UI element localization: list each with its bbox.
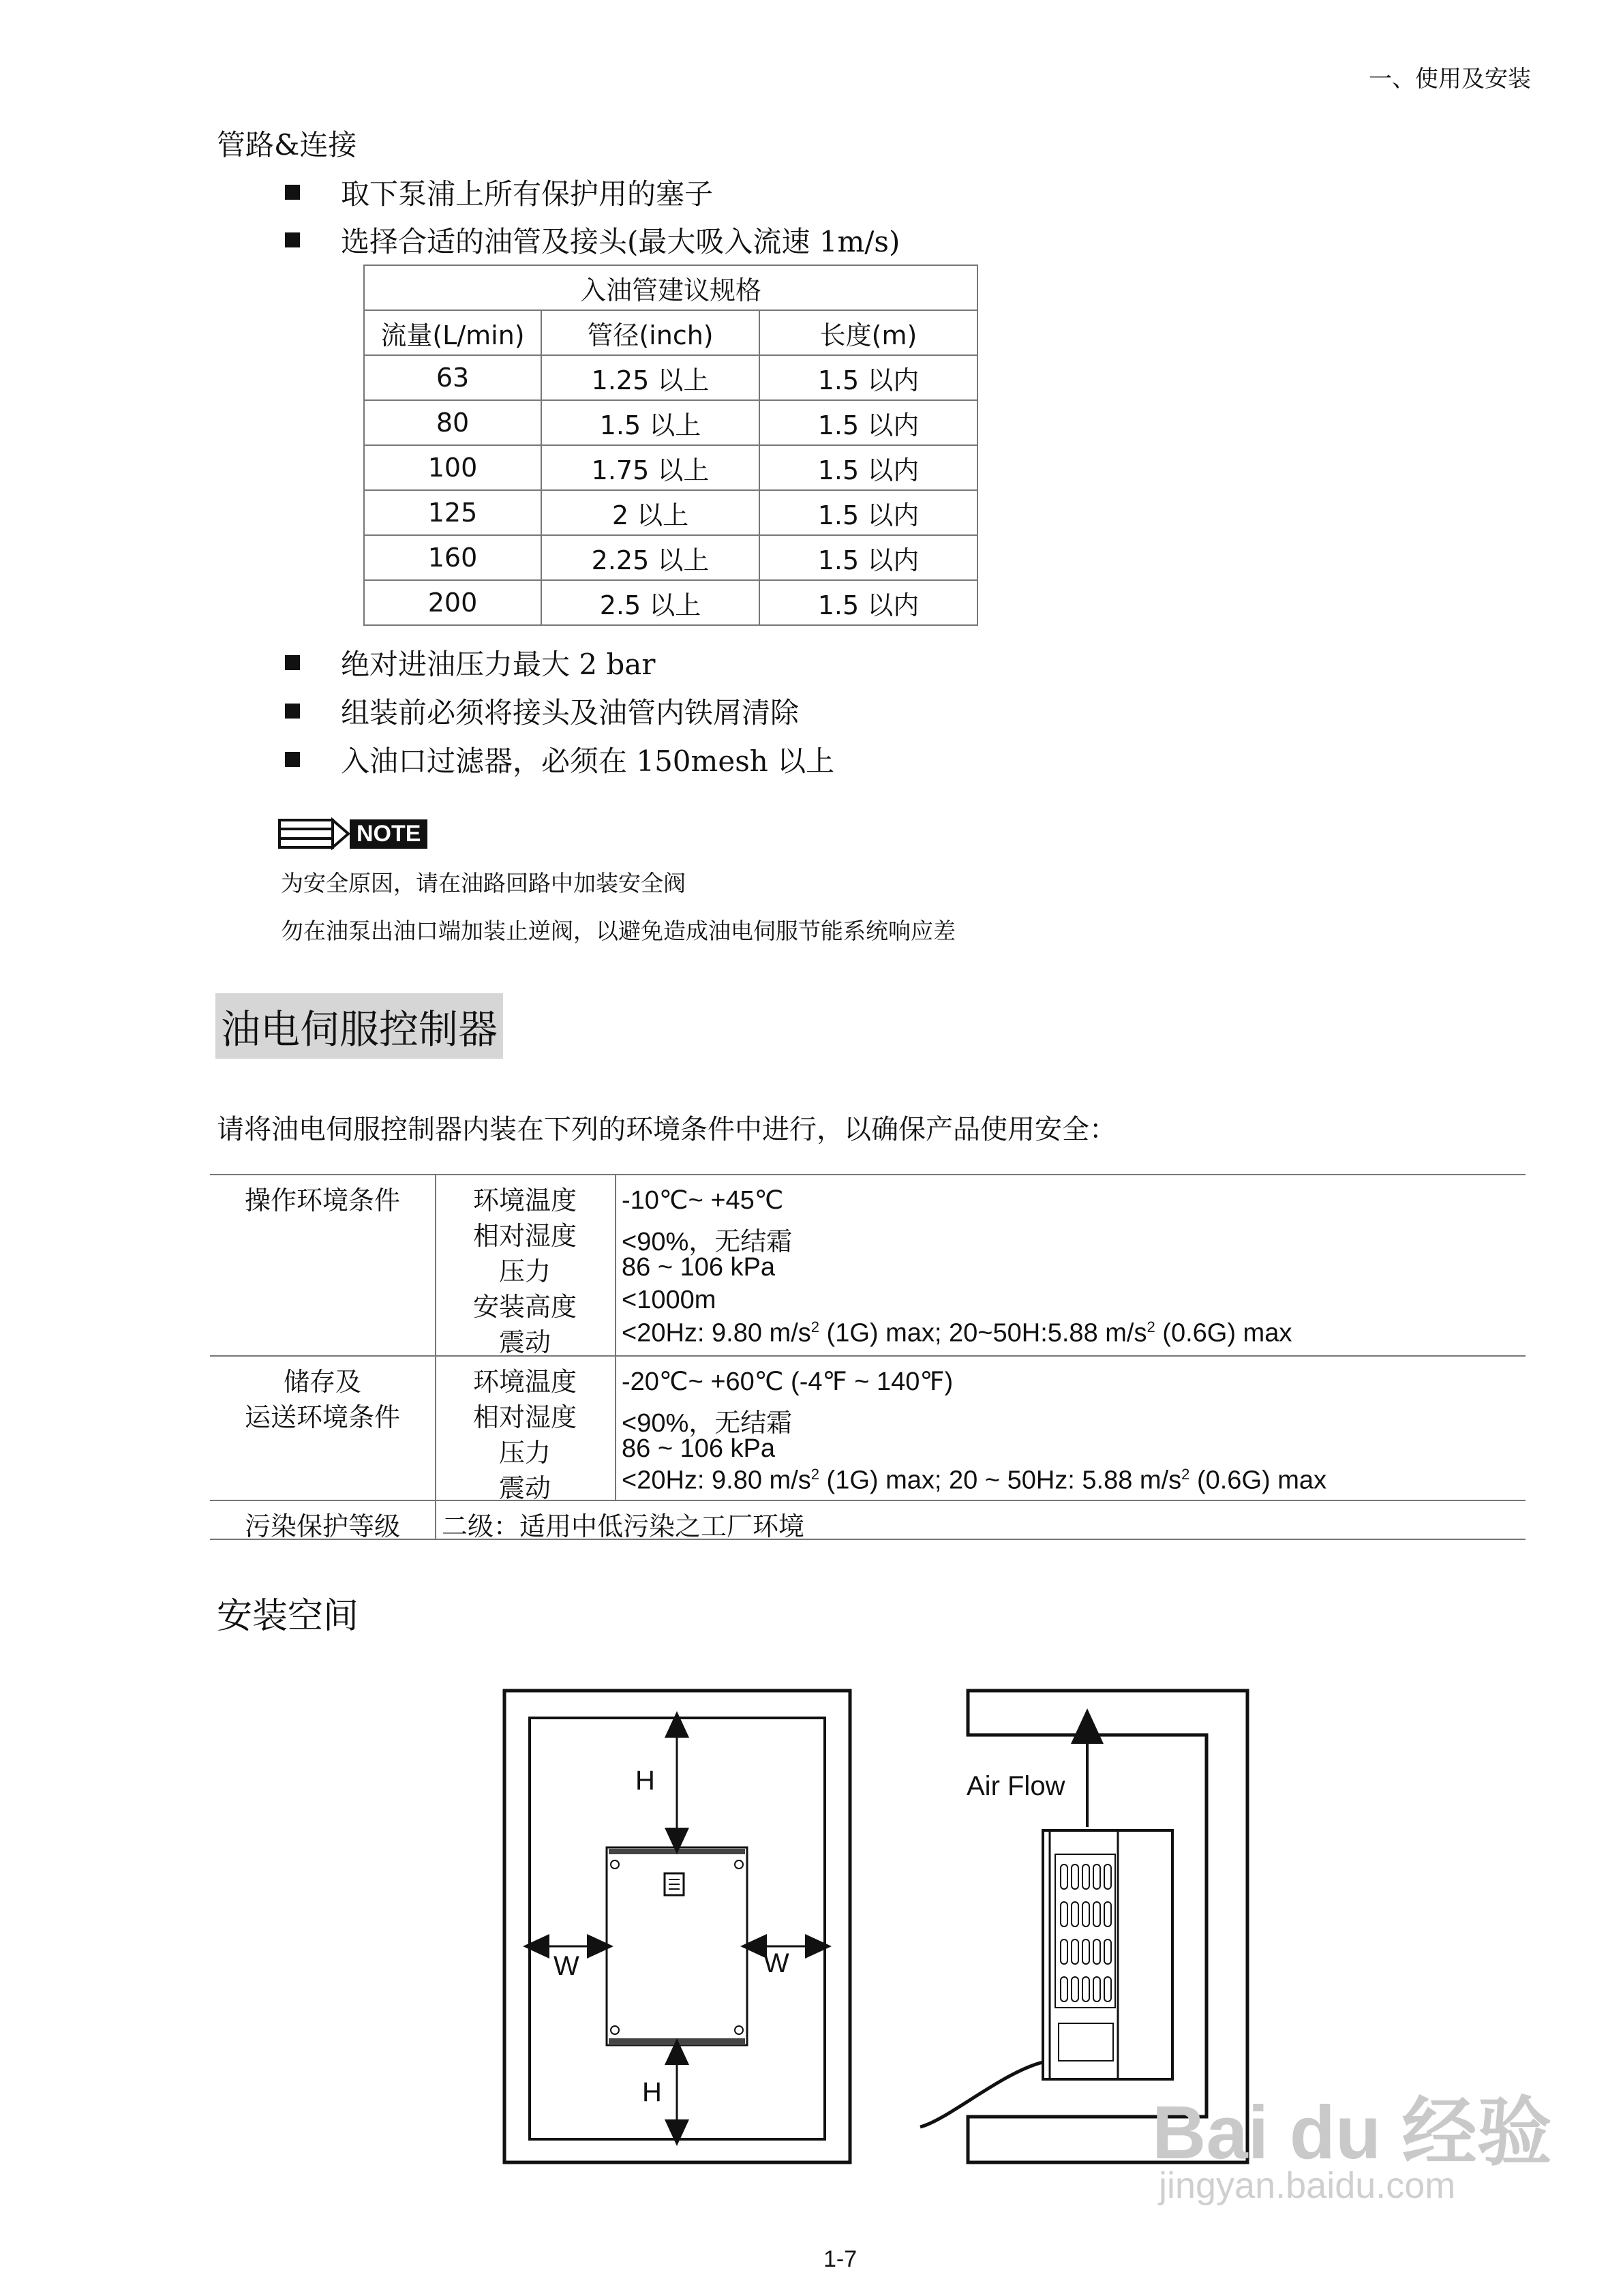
env-key: 压力 bbox=[498, 1438, 551, 1468]
label-w-right: W bbox=[763, 1948, 789, 1978]
table-cell: 80 bbox=[364, 400, 541, 445]
env-value-vibration: <20Hz: 9.80 $m/s^2$ (1G) max; 20~50H:5.88 $m/s^2$ (0.6G) max bbox=[622, 1318, 1292, 1348]
env-key: 震动 bbox=[498, 1327, 551, 1357]
env-value: 86 ~ 106 kPa bbox=[622, 1253, 776, 1282]
table-cell: 1.5 以内 bbox=[759, 490, 977, 535]
section-title-piping: 管路&连接 bbox=[217, 128, 357, 162]
table-cell: 2 以上 bbox=[541, 490, 759, 535]
env-value: <90%，无结霜 bbox=[622, 1228, 793, 1256]
drive-unit-side bbox=[1043, 1830, 1172, 2079]
env-value: 86 ~ 106 kPa bbox=[622, 1434, 776, 1463]
intro-paragraph: 请将油电伺服控制器内装在下列的环境条件中进行，以确保产品使用安全： bbox=[217, 1114, 1117, 1145]
table-caption: 入油管建议规格 bbox=[364, 265, 977, 310]
env-category: 操作环境条件 bbox=[244, 1185, 400, 1215]
table-cell: 1.25 以上 bbox=[541, 355, 759, 400]
table-cell: 160 bbox=[364, 535, 541, 580]
table-cell: 1.5 以上 bbox=[541, 400, 759, 445]
page-number: 1-7 bbox=[823, 2246, 858, 2272]
env-value: 二级：适用中低污染之工厂环境 bbox=[442, 1511, 805, 1541]
env-key: 环境温度 bbox=[472, 1367, 577, 1397]
watermark-url: jingyan.baidu.com bbox=[1159, 2165, 1456, 2206]
bullet-item: 入油口过滤器，必须在 150mesh 以上 bbox=[285, 739, 834, 780]
label-h-bottom: H bbox=[642, 2077, 662, 2107]
table-cell: 1.5 以内 bbox=[759, 355, 977, 400]
drive-bottom-strip bbox=[609, 2038, 745, 2044]
label-h-top: H bbox=[635, 1766, 655, 1796]
front-view-diagram bbox=[504, 1691, 850, 2162]
table-cell: 1.5 以内 bbox=[759, 535, 977, 580]
table-cell: 63 bbox=[364, 355, 541, 400]
bullet-item: 选择合适的油管及接头(最大吸入流速 1m/s) bbox=[285, 220, 900, 260]
table-cell: 1.5 以内 bbox=[759, 580, 977, 625]
table-header-cell: 管径(inch) bbox=[541, 310, 759, 355]
section-heading-controller: 油电伺服控制器 bbox=[215, 993, 503, 1059]
table-header-cell: 流量(L/min) bbox=[364, 310, 541, 355]
table-cell: 1.5 以内 bbox=[759, 400, 977, 445]
env-key: 相对湿度 bbox=[472, 1402, 577, 1432]
bullet-item: 组装前必须将接头及油管内铁屑清除 bbox=[285, 691, 799, 731]
label-air-flow: Air Flow bbox=[967, 1771, 1065, 1801]
env-value: -10℃~ +45℃ bbox=[622, 1186, 784, 1215]
table-cell: 1.5 以内 bbox=[759, 445, 977, 490]
env-key: 安装高度 bbox=[472, 1292, 577, 1322]
note-line: 为安全原因，请在油路回路中加装安全阀 bbox=[281, 870, 686, 896]
section-heading-install-space: 安装空间 bbox=[217, 1596, 359, 1637]
env-key: 压力 bbox=[498, 1256, 551, 1286]
env-key: 环境温度 bbox=[472, 1185, 577, 1215]
env-key: 相对湿度 bbox=[472, 1221, 577, 1251]
table-cell: 200 bbox=[364, 580, 541, 625]
env-category: 运送环境条件 bbox=[244, 1402, 400, 1432]
label-w-left: W bbox=[553, 1951, 579, 1981]
env-value: <90%，无结霜 bbox=[622, 1409, 793, 1438]
table-cell: 125 bbox=[364, 490, 541, 535]
watermark-logo: Bai du 经验 bbox=[1152, 2091, 1552, 2175]
bullet-item: 取下泵浦上所有保护用的塞子 bbox=[285, 172, 713, 213]
table-header-cell: 长度(m) bbox=[759, 310, 977, 355]
drive-top-strip bbox=[609, 1849, 745, 1854]
table-cell: 1.75 以上 bbox=[541, 445, 759, 490]
note-line: 勿在油泵出油口端加装止逆阀，以避免造成油电伺服节能系统响应差 bbox=[281, 918, 956, 944]
env-key: 震动 bbox=[498, 1473, 551, 1503]
note-label: NOTE bbox=[350, 819, 427, 849]
env-value: <1000m bbox=[622, 1286, 716, 1314]
table-cell: 2.5 以上 bbox=[541, 580, 759, 625]
env-category: 储存及 bbox=[283, 1367, 361, 1397]
env-category: 污染保护等级 bbox=[244, 1511, 400, 1541]
running-header: 一、使用及安装 bbox=[1369, 65, 1531, 93]
table-cell: 100 bbox=[364, 445, 541, 490]
env-value: -20℃~ +60℃ (-4℉ ~ 140℉) bbox=[622, 1368, 954, 1396]
bullet-item: 绝对进油压力最大 2 bar bbox=[285, 642, 655, 683]
env-value-vibration: <20Hz: 9.80 $m/s^2$ (1G) max; 20 ~ 50Hz: 5.88 $m/s^2$ (0.6G) max bbox=[622, 1466, 1327, 1495]
table-cell: 2.25 以上 bbox=[541, 535, 759, 580]
